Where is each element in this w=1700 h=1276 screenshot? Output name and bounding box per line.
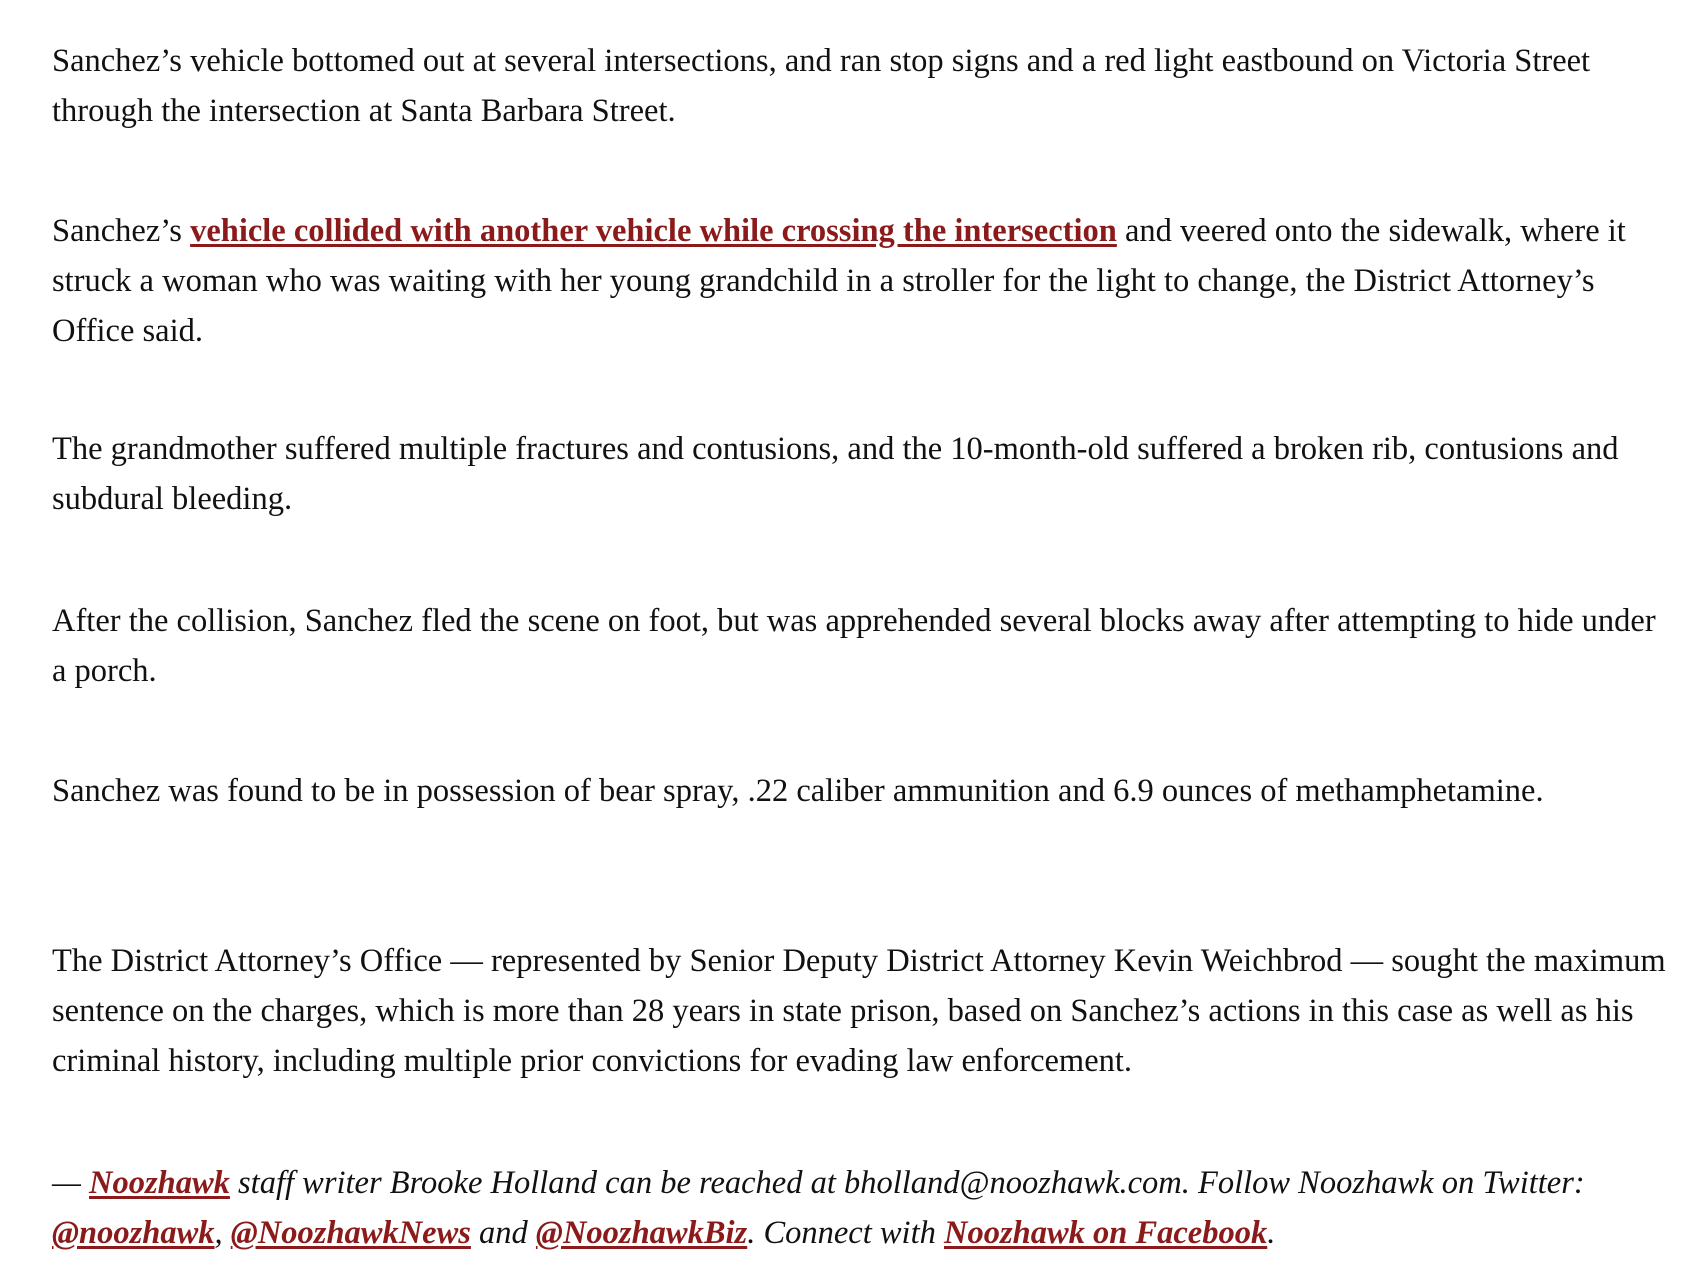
paragraph-text-pre: Sanchez’s [52, 213, 191, 249]
paragraph-text: Sanchez’s vehicle bottomed out at several intersections, and ran stop signs and a red light eastbound on Victoria Street through the intersection at Santa Barbara Street. [52, 43, 1591, 129]
twitter-noozhawkbiz-link[interactable]: @NoozhawkBiz [535, 1215, 748, 1251]
paragraph-sentence [52, 936, 1672, 1086]
paragraph-fled-scene [52, 596, 1672, 696]
footer-separator: , [214, 1215, 231, 1251]
footer-separator: and [470, 1215, 536, 1251]
paragraph-vehicle-route [52, 36, 1672, 136]
paragraph-possession [52, 766, 1544, 816]
paragraph-text: Sanchez was found to be in possession of bear spray, .22 caliber ammunition and 6.9 ounces of methamphetamine. [52, 773, 1544, 809]
facebook-link[interactable]: Noozhawk on Facebook [944, 1215, 1268, 1251]
paragraph-text: After the collision, Sanchez fled the scene on foot, but was apprehended several blocks away after attempting to hide under a porch. [52, 603, 1656, 689]
noozhawk-link[interactable]: Noozhawk [89, 1165, 230, 1201]
paragraph-injuries [52, 424, 1672, 524]
paragraph-text: The District Attorney’s Office — represented by Senior Deputy District Attorney Kevin Weichbrod — sought the maximum sentence on the charges, which is more than 28 years in state prison, based on Sanchez’s actions in this case as well as his criminal history, including multiple prior convictions for evading law enforcement. [52, 943, 1666, 1079]
footer-text: staff writer Brooke Holland can be reached at bholland@noozhawk.com. Follow Noozhawk on Twitter: [229, 1165, 1585, 1201]
footer-text: . Connect with [747, 1215, 944, 1251]
paragraph-text-post: and veered onto the sidewalk, where it struck a woman who was waiting with her young grandchild in a stroller for the light to change, the District Attorney’s Office said. [52, 213, 1626, 349]
footer-end: . [1267, 1215, 1276, 1251]
collision-article-link[interactable]: vehicle collided with another vehicle while crossing the intersection [190, 213, 1117, 249]
twitter-noozhawknews-link[interactable]: @NoozhawkNews [230, 1215, 471, 1251]
author-footer [52, 1158, 1672, 1258]
paragraph-text: The grandmother suffered multiple fractures and contusions, and the 10-month-old suffered a broken rib, contusions and subdural bleeding. [52, 431, 1619, 517]
paragraph-collision [52, 206, 1672, 356]
twitter-noozhawk-link[interactable]: @noozhawk [52, 1215, 215, 1251]
footer-dash: — [52, 1165, 90, 1201]
